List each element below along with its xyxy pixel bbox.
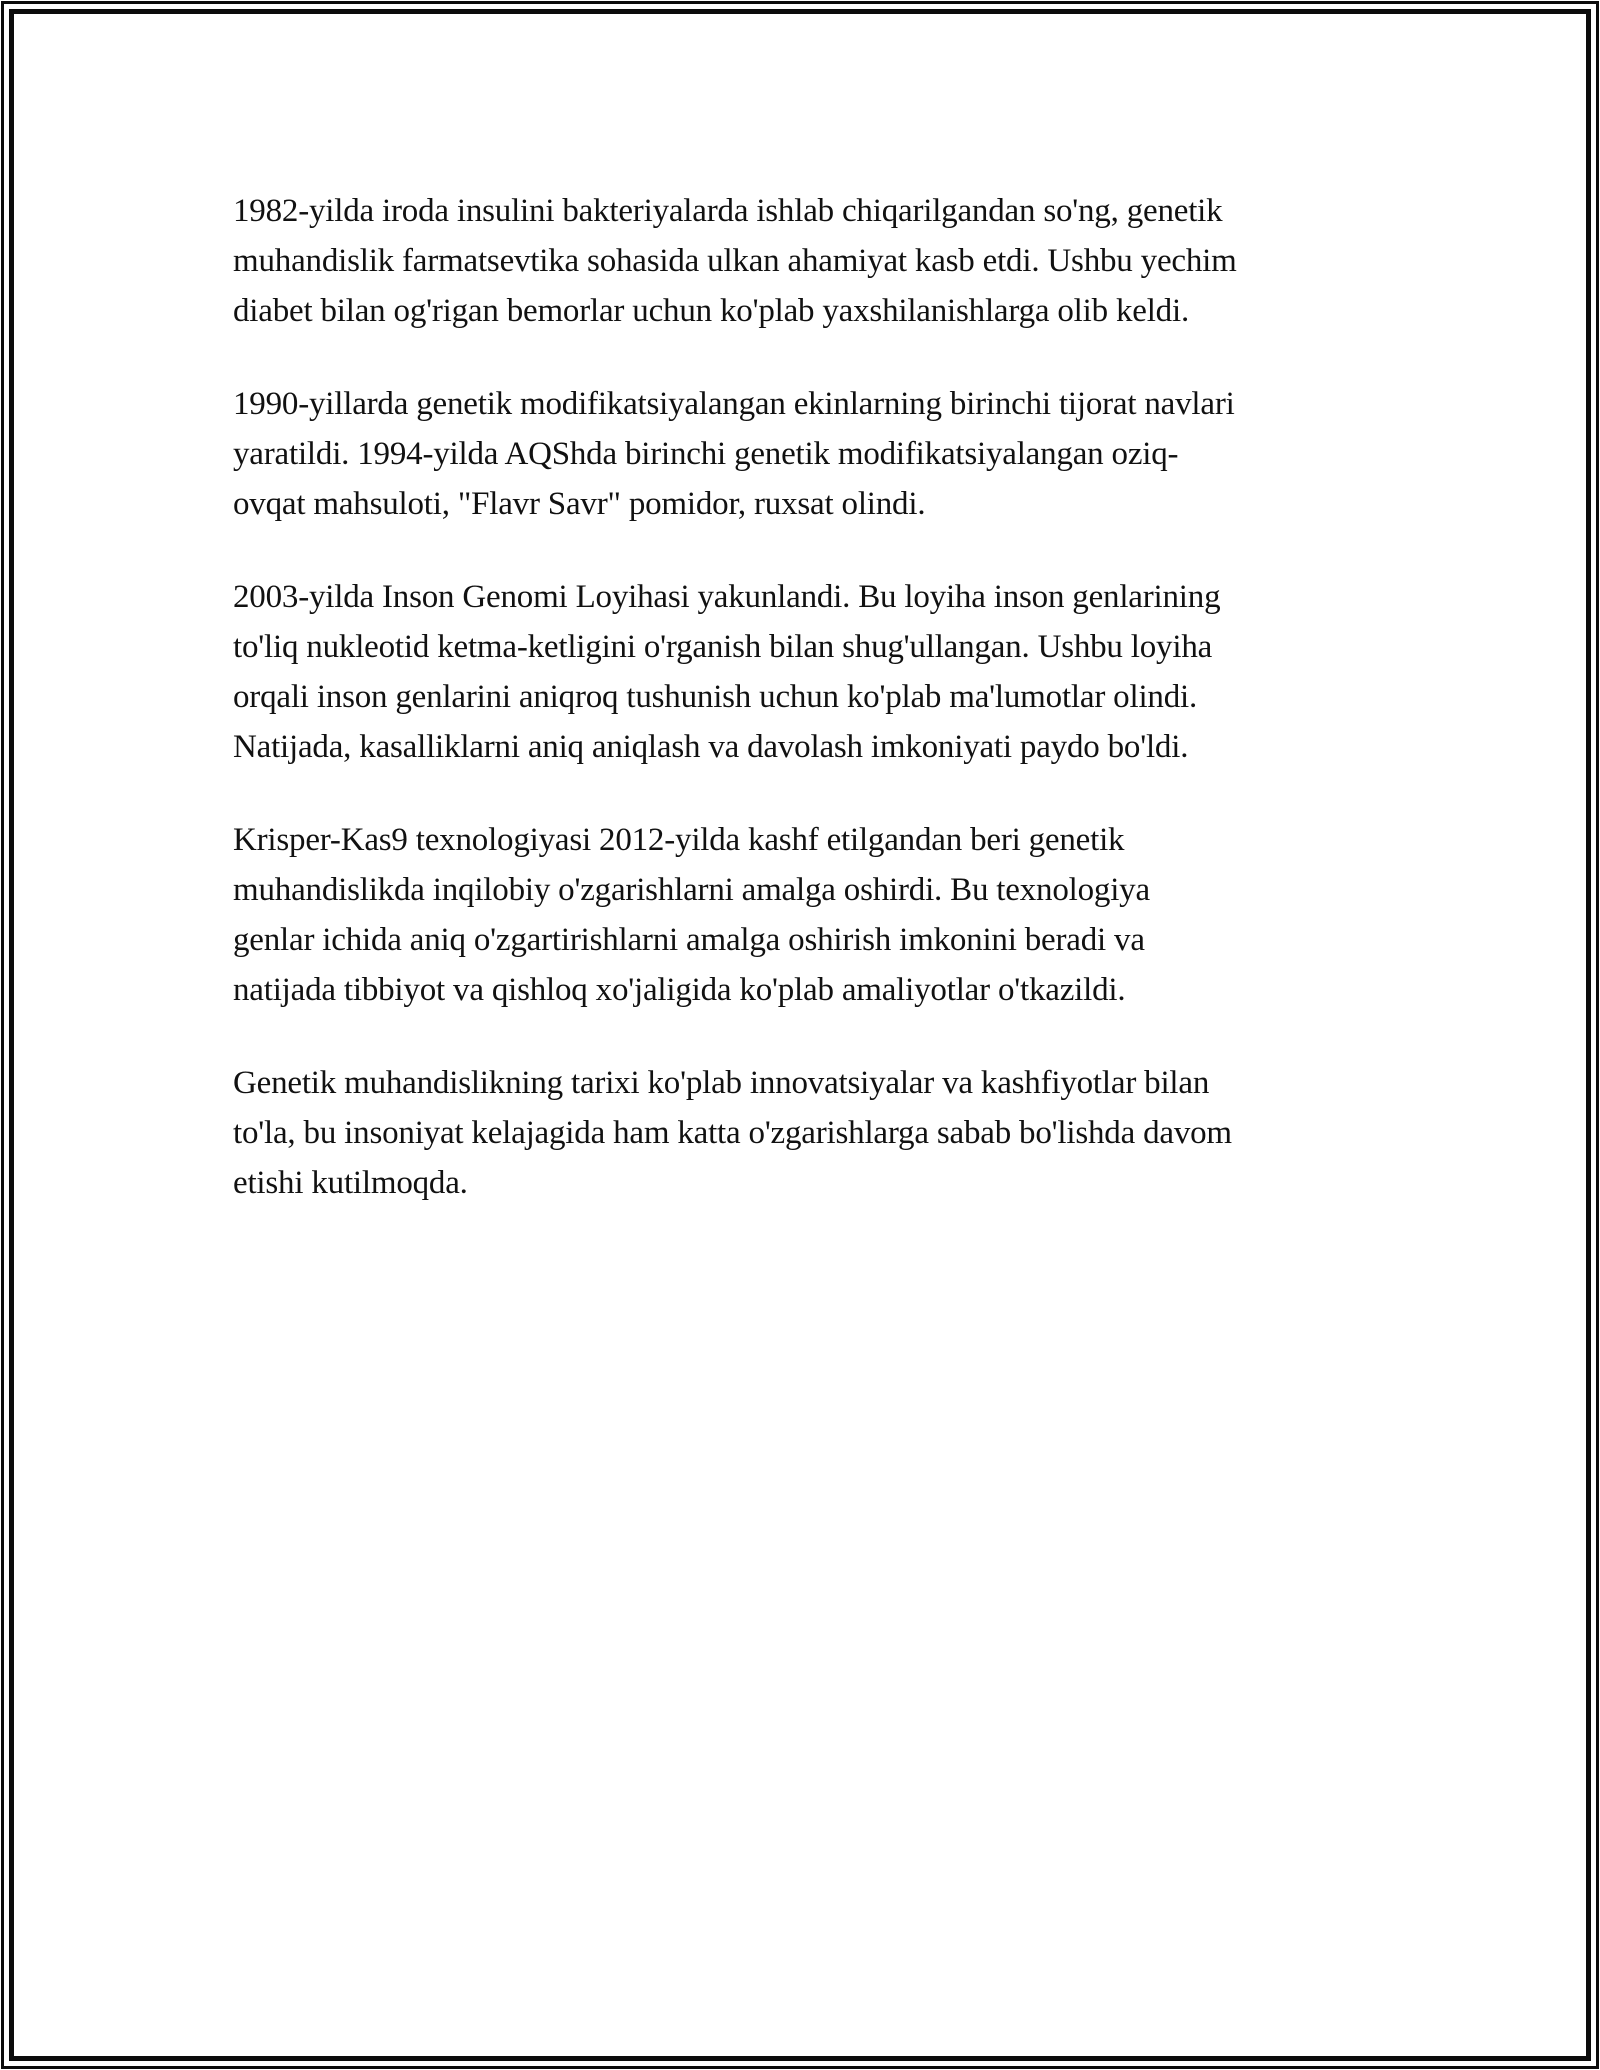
text-line: 2003-yilda Inson Genomi Loyihasi yakunlandi. Bu loyiha inson genlarining [233,579,1221,615]
text-line: etishi kutilmoqda. [233,1165,468,1201]
text-line: 1982-yilda iroda insulini bakteriyalarda ishlab chiqarilgandan so'ng, genetik [233,193,1223,229]
paragraph-4 [233,815,1353,1015]
text-line: natijada tibbiyot va qishloq xo'jaligida ko'plab amaliyotlar o'tkazildi. [233,972,1126,1008]
text-line: to'la, bu insoniyat kelajagida ham katta o'zgarishlarga sabab bo'lishda davom [233,1115,1232,1151]
paragraph-1 [233,186,1353,336]
text-line: Natijada, kasalliklarni aniq aniqlash va davolash imkoniyati paydo bo'ldi. [233,729,1189,765]
text-line: to'liq nukleotid ketma-ketligini o'rganish bilan shug'ullangan. Ushbu loyiha [233,629,1213,665]
text-line: muhandislik farmatsevtika sohasida ulkan ahamiyat kasb etdi. Ushbu yechim [233,243,1237,279]
paragraph-5 [233,1058,1353,1208]
text-line: Genetik muhandislikning tarixi ko'plab innovatsiyalar va kashfiyotlar bilan [233,1065,1210,1101]
document-body [233,186,1353,1208]
text-line: genlar ichida aniq o'zgartirishlarni amalga oshirish imkonini beradi va [233,922,1145,958]
text-line: yaratildi. 1994-yilda AQShda birinchi genetik modifikatsiyalangan oziq- [233,436,1179,472]
paragraph-2 [233,379,1353,529]
text-line: diabet bilan og'rigan bemorlar uchun ko'plab yaxshilanishlarga olib keldi. [233,293,1189,329]
text-line: ovqat mahsuloti, "Flavr Savr" pomidor, ruxsat olindi. [233,486,926,522]
paragraph-3 [233,572,1353,772]
text-line: orqali inson genlarini aniqroq tushunish uchun ko'plab ma'lumotlar olindi. [233,679,1198,715]
text-line: 1990-yillarda genetik modifikatsiyalangan ekinlarning birinchi tijorat navlari [233,386,1235,422]
text-line: Krisper-Kas9 texnologiyasi 2012-yilda kashf etilgandan beri genetik [233,822,1125,858]
text-line: muhandislikda inqilobiy o'zgarishlarni amalga oshirdi. Bu texnologiya [233,872,1150,908]
